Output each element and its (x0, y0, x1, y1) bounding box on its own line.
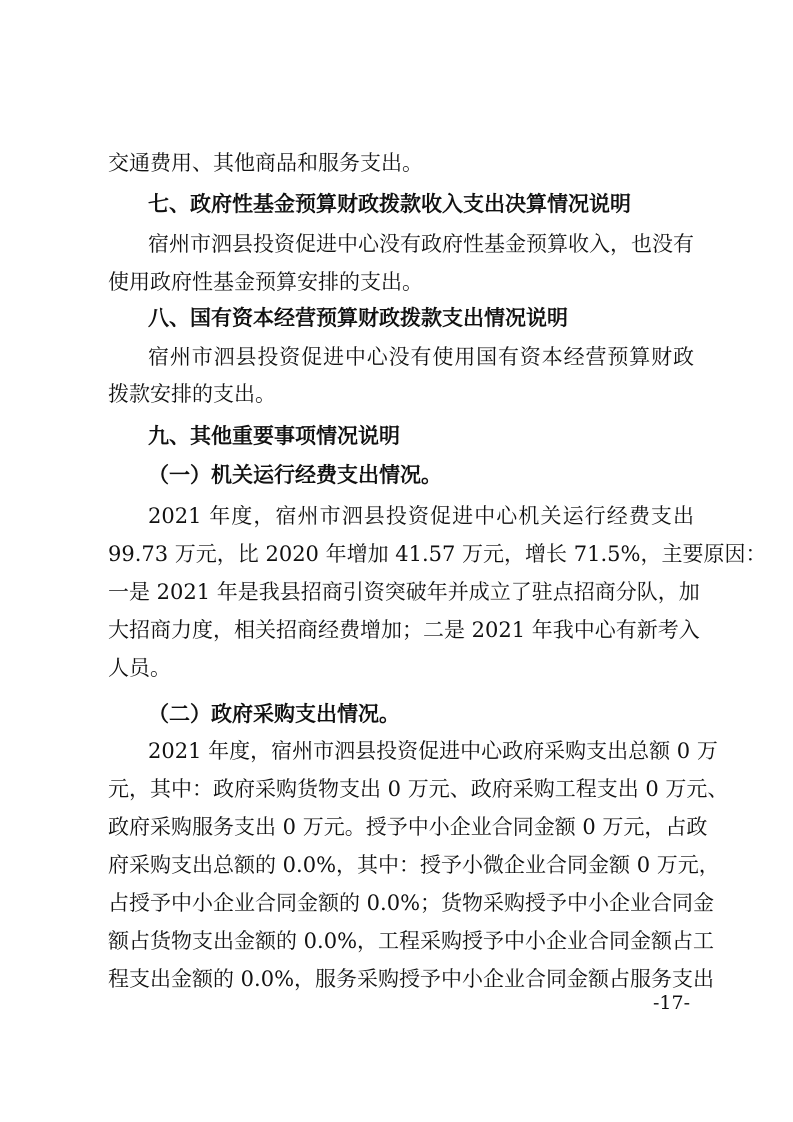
body-text-line: 元，其中：政府采购货物支出 0 万元、政府采购工程支出 0 万元、 (108, 777, 729, 801)
body-text-line: 2021 年度，宿州市泗县投资促进中心机关运行经费支出 (148, 504, 694, 528)
body-text-line: 2021 年度，宿州市泗县投资促进中心政府采购支出总额 0 万 (148, 739, 718, 763)
body-text-line: 政府采购服务支出 0 万元。授予中小企业合同金额 0 万元，占政 (108, 815, 708, 839)
subsection-heading-2: （二）政府采购支出情况。 (148, 702, 400, 726)
body-text-line: 大招商力度，相关招商经费增加；二是 2021 年我中心有新考入 (108, 618, 700, 642)
body-text-line: 程支出金额的 0.0%，服务采购授予中小企业合同金额占服务支出 (108, 967, 715, 991)
body-text-line: 额占货物支出金额的 0.0%，工程采购授予中小企业合同金额占工 (108, 929, 715, 953)
body-text-line: 99.73 万元，比 2020 年增加 41.57 万元，增长 71.5%，主要原因： (108, 542, 767, 566)
page-number: -17- (653, 992, 691, 1014)
subsection-heading-1: （一）机关运行经费支出情况。 (148, 463, 442, 487)
body-text-line: 占授予中小企业合同金额的 0.0%；货物采购授予中小企业合同金 (108, 891, 715, 915)
body-text-line: 拨款安排的支出。 (108, 382, 276, 406)
body-text-line: 宿州市泗县投资促进中心没有使用国有资本经营预算财政 (148, 345, 694, 369)
body-text-line: 交通费用、其他商品和服务支出。 (108, 151, 423, 175)
body-text-line: 宿州市泗县投资促进中心没有政府性基金预算收入，也没有 (148, 232, 694, 256)
section-heading-8: 八、国有资本经营预算财政拨款支出情况说明 (148, 306, 568, 330)
section-heading-7: 七、政府性基金预算财政拨款收入支出决算情况说明 (148, 192, 631, 216)
body-text-line: 一是 2021 年是我县招商引资突破年并成立了驻点招商分队，加 (108, 580, 700, 604)
body-text-line: 府采购支出总额的 0.0%，其中：授予小微企业合同金额 0 万元， (108, 853, 720, 877)
body-text-line: 人员。 (108, 656, 171, 680)
section-heading-9: 九、其他重要事项情况说明 (148, 424, 400, 448)
body-text-line: 使用政府性基金预算安排的支出。 (108, 270, 423, 294)
